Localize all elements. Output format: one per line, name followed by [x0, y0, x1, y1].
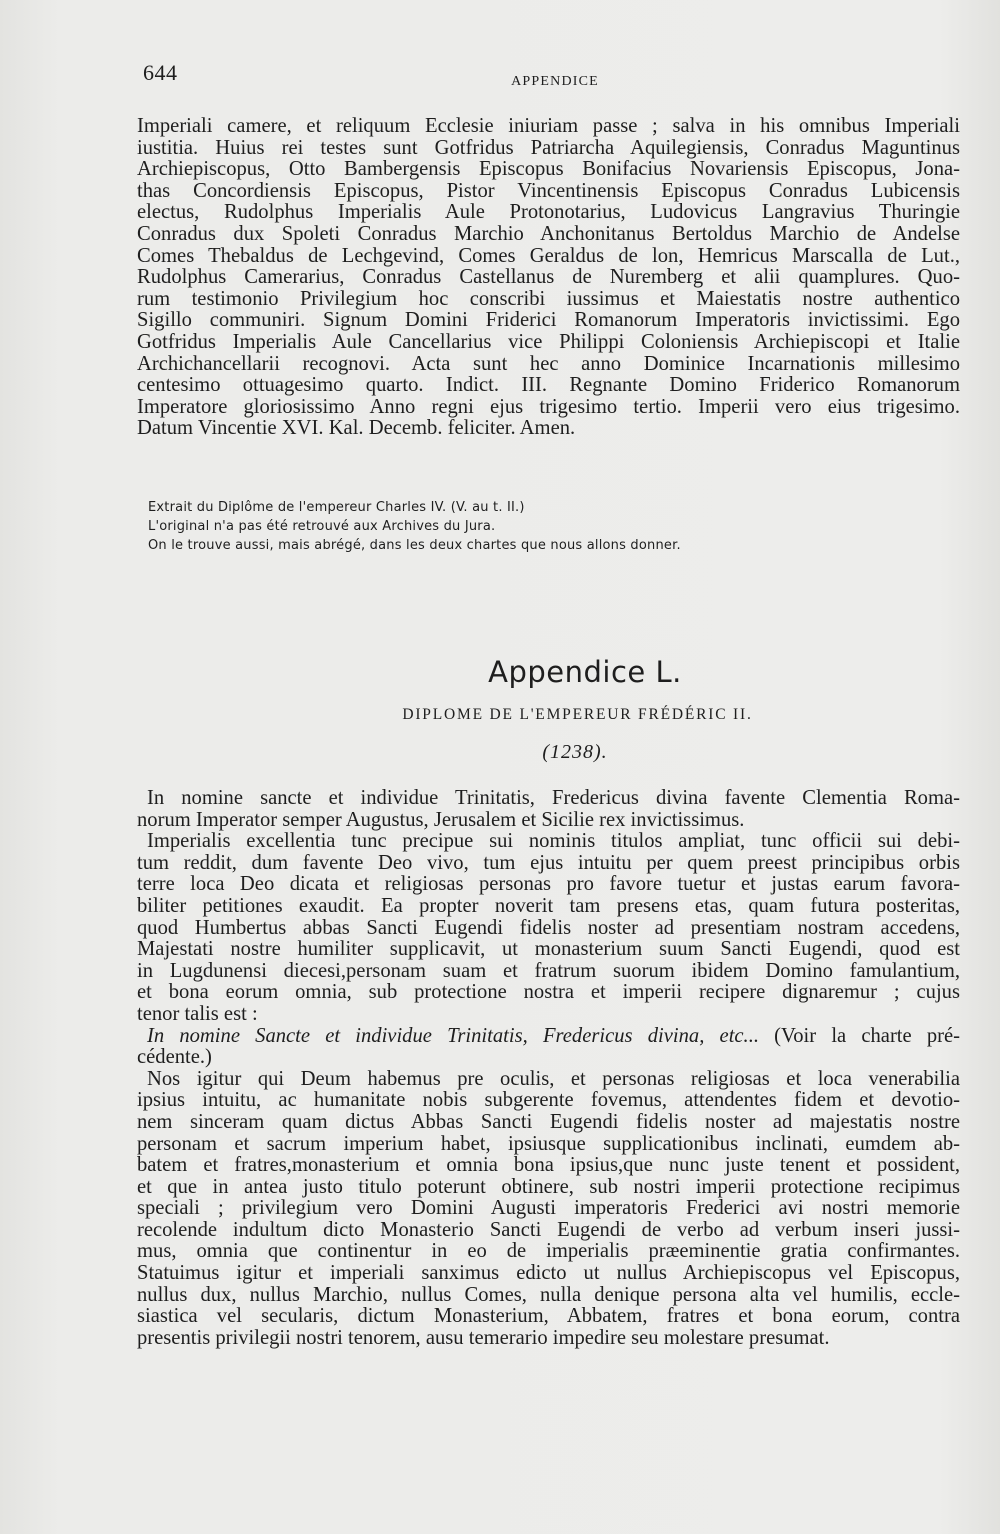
continued-charter-text: [137, 116, 960, 440]
text-line: Conradus dux Spoleti Conradus Marchio Anchonitanus Bertoldus Marchio de Andelse: [137, 222, 960, 245]
text-line: Imperiali camere, et reliquum Ecclesie iniuriam passe ; salva in his omnibus Imperiali: [137, 115, 960, 137]
text-line: batem et fratres,monasterium et omnia bona ipsius,que nunc juste tenent et possident,: [137, 1154, 960, 1177]
text-line: quod Humbertus abbas Sancti Eugendi fidelis noster ad presentiam nostram accedens,: [137, 916, 960, 939]
text-line: presentis privilegii nostri tenorem, ausu temerario impedire seu molestare presumat.: [137, 1326, 830, 1349]
text-line: Comes Thebaldus de Lechgevind, Comes Geraldus de lon, Hemricus Marscalla de Lut.,: [137, 244, 960, 267]
text-line: et que in antea justo titulo poterunt obtinere, sub nostri imperii protectione recipimus: [137, 1175, 960, 1198]
text-line: centesimo ottuagesimo quarto. Indict. III. Regnante Domino Friderico Romanorum: [137, 374, 960, 397]
paragraph-preamble: [137, 831, 960, 1025]
paragraph-invocation: [137, 788, 960, 831]
note-line: L'original n'a pas été retrouvé aux Archives du Jura.: [148, 519, 496, 534]
note-line: On le trouve aussi, mais abrégé, dans les deux chartes que nous allons donner.: [148, 538, 681, 553]
text-line: Statuimus igitur et imperiali sanximus edicto ut nullus Archiepiscopus vel Episcopus,: [137, 1262, 960, 1285]
text-line: Rudolphus Camerarius, Conradus Castellanus de Nuremberg et alii quamplures. Quo-: [137, 266, 960, 289]
text-line: speciali ; privilegium vero Domini Augusti imperatoris Frederici avi nostri memorie: [137, 1197, 960, 1220]
text-line: terre loca Deo dicata et religiosas personas pro favore tuetur et justas earum favora-: [137, 873, 960, 896]
appendix-subheading: DIPLOME DE L'EMPEREUR FRÉDÉRIC II.: [402, 706, 753, 723]
text-line: Imperatore gloriosissimo Anno regni ejus trigesimo tertio. Imperii vero eius trigesimo.: [137, 395, 960, 418]
text-line: Archiepiscopus, Otto Bambergensis Episcopus Bonifacius Novariensis Episcopus, Jona-: [137, 158, 960, 181]
text-line: biliter petitiones exaudit. Ea propter noverit tam presens etas, quam futura posteritas,: [137, 894, 960, 917]
text-line: personam et sacrum imperium habet, ipsiusque supplicationibus inclinati, eumdem ab-: [137, 1132, 960, 1155]
page-number: 644: [143, 60, 178, 85]
source-notes: [148, 498, 848, 555]
paragraph-dispositio: [137, 1069, 960, 1350]
text-line: rum testimonio Privilegium hoc conscribi iussimus et Maiestatis nostre authentico: [137, 287, 960, 310]
text-line: thas Concordiensis Episcopus, Pistor Vincentinensis Episcopus Conradus Lubicensis: [137, 179, 960, 202]
text-line: ipsius intuitu, ac humanitate nobis subgerente fovemus, attendentes fidem et devotio-: [137, 1089, 960, 1112]
text-line: recolende indultum dicto Monasterio Sancti Eugendi de verbo ad verbum inseri jussi-: [137, 1218, 960, 1241]
diploma-text: [137, 788, 960, 1349]
text-line: electus, Rudolphus Imperialis Aule Protonotarius, Ludovicus Langravius Thuringie: [137, 201, 960, 224]
text-line: et bona eorum omnia, sub protectione nostra et imperii recipere dignaremur ; cujus: [137, 981, 960, 1004]
text-line: [137, 1026, 960, 1048]
text-line: cédente.): [137, 1046, 212, 1069]
text-line: Imperialis excellentia tunc precipue sui nominis titulos ampliat, tunc officii sui debi-: [147, 830, 960, 853]
text-line: In nomine sancte et individue Trinitatis, Fredericus divina favente Clementia Roma-: [147, 787, 960, 809]
text-line: iustitia. Huius rei testes sunt Gotfridus Patriarcha Aquilegiensis, Conradus Maguntinus: [137, 136, 960, 159]
text-line: Nos igitur qui Deum habemus pre oculis, et personas religiosas et loca venerabilia: [147, 1067, 960, 1090]
text-line: norum Imperator semper Augustus, Jerusalem et Sicilie rex invictissimus.: [137, 808, 745, 831]
text-line: Archichancellarii recognovi. Acta sunt hec anno Dominice Incarnationis millesimo: [137, 352, 960, 375]
text-line: Majestati nostre humiliter supplicavit, ut monasterium suum Sancti Eugendi, quod est: [137, 938, 960, 961]
text-line: Sigillo communiri. Signum Domini Friderici Romanorum Imperatoris invictissimi. Ego: [137, 309, 960, 332]
note-line: Extrait du Diplôme de l'empereur Charles IV. (V. au t. II.): [148, 500, 525, 515]
text-line: nullus dux, nullus Marchio, nullus Comes, nulla denique persona alta vel humilis, eccle-: [137, 1283, 960, 1306]
text-line: siastica vel secularis, dictum Monasterium, Abbatem, fratres et bona eorum, contra: [137, 1305, 960, 1328]
text-line: nem sinceram quam dictus Abbas Sancti Eugendi fidelis noster ad majestatis nostre: [137, 1110, 960, 1133]
text-line: mus, omnia que continentur in eo de imperialis præeminentie gratia confirmantes.: [137, 1240, 960, 1263]
italic-incipit: In nomine Sancte et individue Trinitatis, Fredericus divina, etc...: [147, 1024, 759, 1047]
text-line: tum reddit, dum favente Deo vivo, tum ejus intuitu per quem preest principibus orbis: [137, 851, 960, 874]
text-line: in Lugdunensi diecesi,personam suam et fratrum suorum ibidem Domino famulantium,: [137, 959, 960, 982]
text-line: Datum Vincentie XVI. Kal. Decemb. feliciter. Amen.: [137, 417, 576, 440]
text-line: Gotfridus Imperialis Aule Cancellarius vice Philippi Coloniensis Archiepiscopi et Italie: [137, 330, 960, 353]
running-title: APPENDICE: [511, 74, 599, 89]
appendix-heading: Appendice L.: [488, 655, 682, 689]
text-line: tenor talis est :: [137, 1002, 258, 1025]
appendix-year: (1238).: [542, 741, 608, 763]
incipit-reference: (Voir la charte pré-: [759, 1024, 960, 1047]
paragraph-quoted-incipit: [137, 1026, 960, 1069]
